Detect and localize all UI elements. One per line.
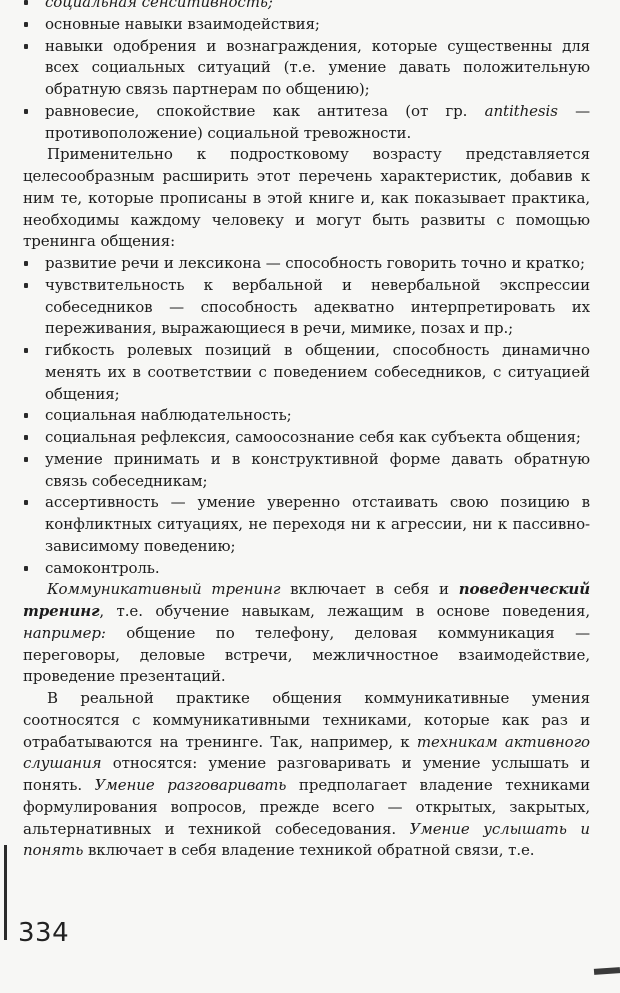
page-edge-bar [4, 845, 7, 940]
bullet-icon [24, 109, 28, 114]
skills-list [23, 253, 590, 579]
list-item: навыки одобрения и вознаграждения, которые существенны для всех социальных ситуаций (т.е. умение давать положительную обратную связь партнерам по общению); [23, 36, 590, 101]
paragraph-techniques: В реальной практике общения коммуникативные умения соотносятся с коммуникативными техниками, которые как раз и отрабатываются на тренинге. Так, например, к техникам активного слушания относятся: умение разговаривать и умение услышать и понять. Умение разговаривать предполагает владение техниками формулирования вопросов, прежде всего — открытых, закрытых, альтернативных и техникой собеседования. Умение услышать и понять включает в себя владение техникой обратной связи, т.е. [23, 689, 590, 860]
list-item: чувствительность к вербальной и невербальной экспрессии собеседников — способность адекватно интерпретировать их переживания, выражающиеся в речи, мимике, позах и пр.; [23, 275, 590, 340]
list-item: развитие речи и лексикона — способность говорить точно и кратко; [23, 253, 590, 275]
list-item: социальная наблюдательность; [23, 405, 590, 427]
bullet-icon [24, 348, 28, 353]
paragraph-intro: Применительно к подростковому возрасту представляется целесообразным расширить этот перечень характеристик, добавив к ним те, которые прописаны в этой книге и, как показывает практика, необходимы каждому человеку и могут быть развиты с помощью тренинга общения: [23, 145, 590, 251]
list-item: гибкость ролевых позиций в общении, способность динамично менять их в соответствии с поведением собеседников, с ситуацией общения; [23, 340, 590, 405]
bullet-icon [24, 566, 28, 571]
list-item: социальная сенситивность; [23, 0, 590, 14]
bullet-icon [24, 413, 28, 418]
corner-mark [594, 967, 620, 975]
list-item: умение принимать и в конструктивной форме давать обратную связь собеседникам; [23, 449, 590, 493]
list-item: основные навыки взаимодействия; [23, 14, 590, 36]
list-item: ассертивность — умение уверенно отстаивать свою позицию в конфликтных ситуациях, не переходя ни к агрессии, ни к пассивно-зависимому поведению; [23, 492, 590, 557]
bullet-icon [24, 500, 28, 505]
bullet-icon [24, 283, 28, 288]
bullet-icon [24, 435, 28, 440]
page-number: 334 [18, 918, 70, 948]
list-item: самоконтроль. [23, 558, 590, 580]
list-item: равновесие, спокойствие как антитеза (от гр. antithesis — противоположение) социальной тревожности. [23, 101, 590, 145]
list-item: социальная рефлексия, самоосознание себя как субъекта общения; [23, 427, 590, 449]
characteristics-list [23, 0, 590, 144]
bullet-icon [24, 22, 28, 27]
text-column [23, 0, 590, 862]
paragraph-training: Коммуникативный тренинг включает в себя и поведенческий тренинг, т.е. обучение навыкам, лежащим в основе поведения, например: общение по телефону, деловая коммуникация — переговоры, деловые встречи, межличностное взаимодействие, проведение презентаций. [23, 580, 590, 686]
bullet-icon [24, 261, 28, 266]
bullet-icon [24, 457, 28, 462]
bullet-icon [24, 44, 28, 49]
bullet-icon [24, 0, 28, 5]
